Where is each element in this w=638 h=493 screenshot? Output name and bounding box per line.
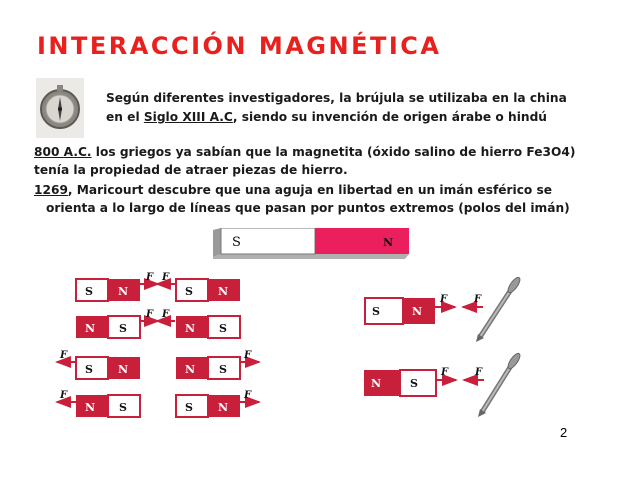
label-n: N (218, 285, 229, 298)
label-s: S (372, 305, 380, 318)
label-s: S (185, 401, 193, 414)
magnet-pair-row-1 (76, 272, 240, 301)
p800-line1: los griegos ya sabían que la magnetita (óxido salino de hierro Fe3O4) (91, 145, 576, 159)
magnet-north-half (315, 228, 409, 254)
label-s: S (119, 401, 127, 414)
label-n: N (85, 322, 96, 335)
date-1269: 1269 (34, 183, 68, 197)
p1269-line1: , Maricourt descubre que una aguja en libertad en un imán esférico se (67, 183, 553, 197)
page-number: 2 (560, 425, 568, 440)
paragraph-1269 (34, 181, 552, 200)
intro-text-end: , siendo su invención de origen árabe o hindú (232, 110, 547, 124)
label-n: N (412, 305, 423, 318)
intro-text: en el (106, 110, 144, 124)
label-s: S (119, 322, 127, 335)
label-f: F (244, 390, 252, 401)
magnet-diagrams (0, 262, 638, 427)
nail-attraction-bottom (364, 352, 522, 417)
magnet-south-label: S (232, 235, 241, 250)
label-f: F (162, 272, 170, 283)
label-n: N (118, 285, 129, 298)
label-f: F (162, 309, 170, 320)
label-n: N (185, 322, 196, 335)
page-title: INTERACCIÓN MAGNÉTICA (37, 32, 442, 60)
magnet-pair-row-3 (57, 350, 259, 379)
label-f: F (244, 350, 252, 361)
label-n: N (118, 363, 129, 376)
label-n: N (185, 363, 196, 376)
label-s: S (85, 363, 93, 376)
label-f: F (441, 367, 449, 378)
label-n: N (218, 401, 229, 414)
label-f: F (60, 390, 68, 401)
label-f: F (474, 294, 482, 305)
date-800: 800 A.C. (34, 145, 92, 159)
label-n: N (85, 401, 96, 414)
paragraph-1269-line-2: orienta a lo largo de líneas que pasan por puntos extremos (polos del imán) (46, 201, 570, 215)
compass-image (36, 78, 84, 138)
magnet-pair-row-4 (57, 390, 259, 417)
siglo-link: Siglo XIII A.C (143, 110, 233, 124)
label-f: F (440, 294, 448, 305)
bar-magnet (213, 228, 409, 259)
label-s: S (219, 322, 227, 335)
label-n: N (371, 377, 382, 390)
label-f: F (146, 272, 154, 283)
nail-icon (476, 276, 522, 342)
paragraph-800 (34, 143, 575, 162)
label-f: F (475, 367, 483, 378)
label-f: F (60, 350, 68, 361)
label-s: S (219, 363, 227, 376)
label-f: F (146, 309, 154, 320)
label-s: S (85, 285, 93, 298)
magnet-north-label: N (383, 236, 394, 249)
label-s: S (185, 285, 193, 298)
intro-line-2 (106, 108, 547, 127)
nail-icon (478, 352, 522, 417)
nail-attraction-top (365, 276, 522, 342)
label-s: S (410, 377, 418, 390)
paragraph-800-line-2: tenía la propiedad de atraer piezas de hierro. (34, 163, 348, 177)
intro-line-1: Según diferentes investigadores, la brújula se utilizaba en la china (106, 91, 567, 105)
magnet-pair-row-2 (76, 309, 240, 338)
